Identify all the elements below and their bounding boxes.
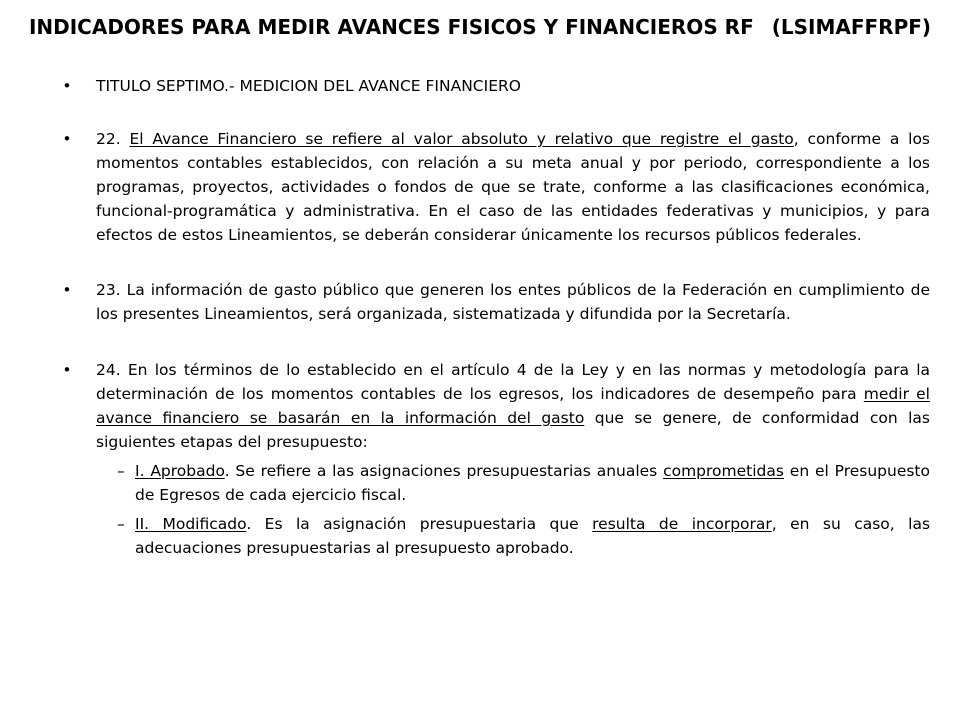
bullet-item-22 [62, 127, 930, 247]
item-24-part2: que se genere, de conformidad con las siguientes etapas del presupuesto: [96, 409, 930, 451]
item-22-prefix: 22. [96, 130, 130, 148]
bullet-dot: • [62, 361, 72, 379]
sub-item-aprobado [62, 459, 930, 507]
item-24-underlined: medir el avance financiero se basarán en la información del gasto [96, 385, 930, 427]
item-23-text: 23. La información de gasto público que generen los entes públicos de la Federación en cumplimiento de los presentes Lineamientos, será organizada, sistematizada y difundida por la Secretaría. [96, 281, 930, 323]
sub-2-text-a: . Es la asignación presupuestaria que [246, 515, 593, 533]
sub-2-text-b: , en su caso, las adecuaciones presupuestarias al presupuesto aprobado. [135, 515, 931, 557]
bullet-dot: • [62, 281, 72, 299]
bullet-item-23 [62, 278, 930, 326]
sub-1-underlined: comprometidas [663, 462, 784, 480]
section-heading: TITULO SEPTIMO.- MEDICION DEL AVANCE FINANCIERO [96, 77, 521, 95]
sub-dash: – [117, 515, 125, 533]
sub-item-modificado [62, 512, 930, 560]
item-24-part1: 24. En los términos de lo establecido en el artículo 4 de la Ley y en las normas y metodología para la determinación de los momentos contables de los egresos, los indicadores de desempeño para [96, 361, 930, 403]
slide-title [0, 12, 960, 42]
item-22-rest: , conforme a los momentos contables establecidos, con relación a su meta anual y por periodo, correspondiente a los programas, proyectos, actividades o fondos de que se trate, conforme a las clasificaciones económica, funcional-programática y administrativa. En el caso de las entidades federativas y municipios, y para efectos de estos Lineamientos, se deberán considerar únicamente los recursos públicos federales. [96, 130, 931, 244]
bullet-heading [62, 74, 930, 98]
sub-1-label: I. Aprobado [135, 462, 225, 480]
bullet-dot: • [62, 77, 72, 95]
sub-2-underlined: resulta de incorporar [592, 515, 772, 533]
sub-1-text-b: en el Presupuesto de Egresos de cada ejercicio fiscal. [135, 462, 930, 504]
sub-dash: – [117, 462, 125, 480]
bullet-dot: • [62, 130, 72, 148]
bullet-item-24 [62, 358, 930, 454]
slide-title-text: INDICADORES PARA MEDIR AVANCES FISICOS Y FINANCIEROS RF [28, 15, 754, 39]
item-22-underlined: El Avance Financiero se refiere al valor absoluto y relativo que registre el gasto [129, 130, 794, 148]
slide-title-code: (LSIMAFFRPF) [771, 15, 932, 39]
sub-2-label: II. Modificado [135, 515, 247, 533]
slide-content [62, 74, 930, 565]
sub-1-text-a: . Se refiere a las asignaciones presupuestarias anuales [224, 462, 664, 480]
